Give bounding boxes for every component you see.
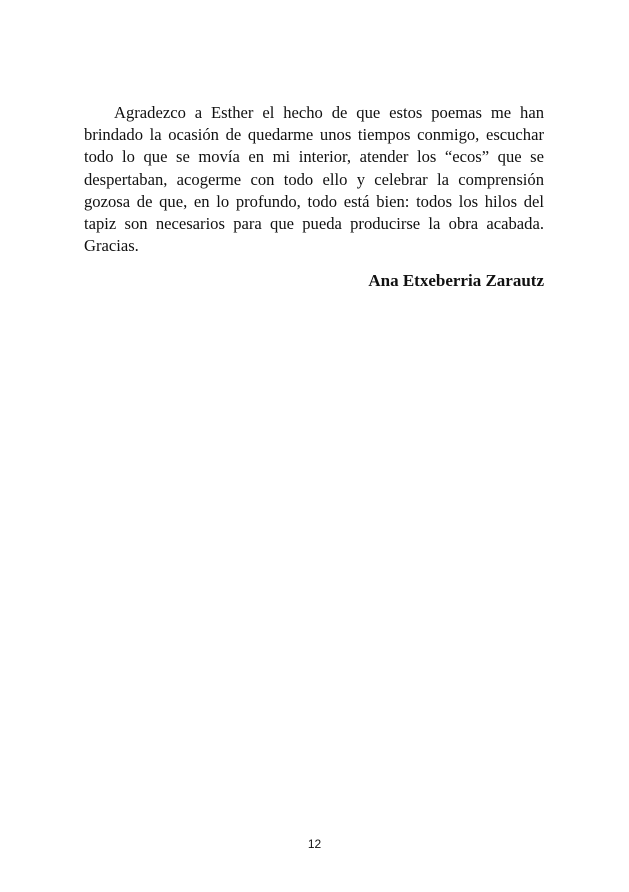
author-signature: Ana Etxeberria Zarautz: [368, 271, 544, 290]
page-number: 12: [307, 837, 322, 851]
acknowledgement-paragraph: Agradezco a Esther el hecho de que estos poemas me han brindado la ocasión de quedarme unos tiempos conmigo, escuchar todo lo que se movía en mi interior, atender los “ecos” que se despertaban, acogerme con todo ello y celebrar la comprensión gozosa de que, en lo profundo, todo está bien: todos los hilos del tapiz son necesarios para que pueda producirse la obra acabada. Gracias.: [84, 103, 544, 256]
